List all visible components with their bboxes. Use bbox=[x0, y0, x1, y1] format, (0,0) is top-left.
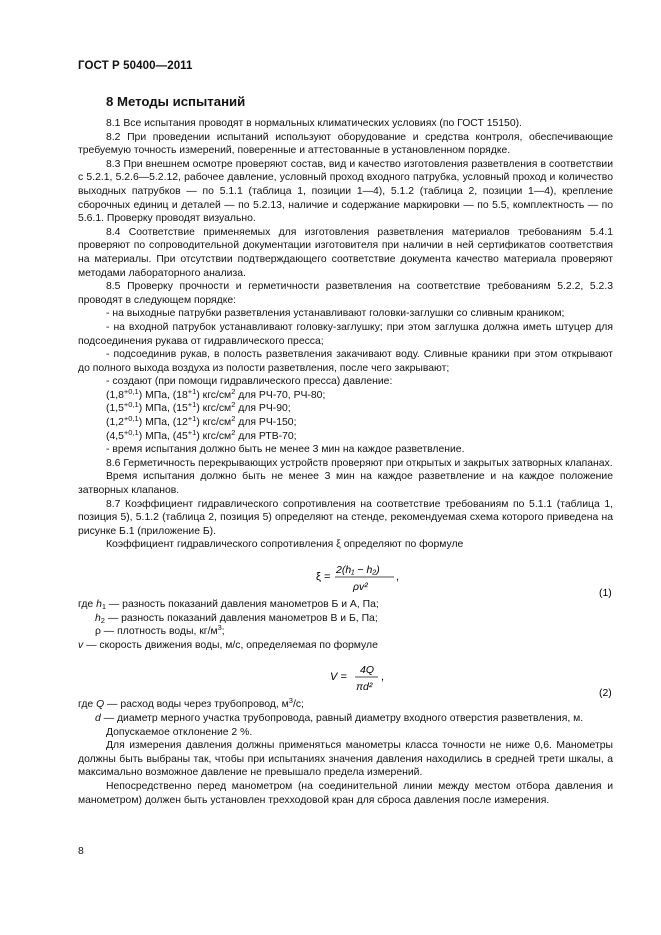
paragraph-8-7-formula-intro: Коэффициент гидравлического сопротивления ξ определяют по формуле bbox=[106, 539, 464, 551]
pressure-line: $(1,2^{+0,1})$ МПа, $(12^{+1})$ кгс/$см^2$ для РЧ-150; bbox=[106, 414, 297, 429]
paragraph-gauges: Для измерения давления должны применяться манометры класса точности не ниже 0,6. Манометры должны быть выбраны так, чтобы при испытаниях значения давления находились в средней трети шкалы, а максимально возможное давление не превышало предела измерений. bbox=[78, 740, 613, 779]
formula-1-trail: , bbox=[396, 571, 400, 583]
where-d: d — диаметр мерного участка трубопровода, равный диаметру входного отверстия разветвления, м. bbox=[95, 712, 584, 724]
paragraph-valve: Непосредственно перед манометром (на соединительной линии между местом отбора давления и манометром) должен быть установлен трехходовой кран для сброса давления после измерения. bbox=[78, 780, 613, 806]
formula-1-denominator: ρv² bbox=[353, 581, 368, 593]
where-rho: ρ — плотность воды, $кг/м^3$; bbox=[95, 623, 225, 638]
list-item: - подсоединив рукав, в полость разветвления закачивают воду. Сливные краники при этом открывают до полного выхода воздуха из полости разветвления, после чего закрывают; bbox=[78, 349, 613, 374]
formula-2-number: (2) bbox=[599, 688, 612, 699]
paragraph-8-6: 8.6 Герметичность перекрывающих устройств проверяют при открытых и закрытых затворных клапанах. bbox=[106, 457, 613, 469]
tolerance-note: Допускаемое отклонение 2 %. bbox=[106, 726, 253, 738]
paragraph-8-7: 8.7 Коэффициент гидравлического сопротивления на соответствие требованиям по 5.1.1 (таблица 1, позиция 5), 5.1.2 (таблица 2, позиция 5) определяют на стенде, рекомендуемая схема которого приведена на рисунке Б.1 (приложение Б). bbox=[78, 498, 613, 537]
paragraph-8-1: 8.1 Все испытания проводят в нормальных климатических условиях (по ГОСТ 15150). bbox=[106, 118, 522, 129]
paragraph-8-5: 8.5 Проверку прочности и герметичности разветвления на соответствие требованиям 5.2.2, 5.2.3 проводят в следующем порядке: bbox=[78, 281, 613, 306]
formula-2-denominator: πd² bbox=[356, 681, 373, 694]
where-h1: где $h_1$ — разность показаний давления манометров Б и А, Па; bbox=[78, 599, 379, 611]
document-header: ГОСТ Р 50400—2011 bbox=[78, 60, 193, 72]
where-h2: $h_2$ — разность показаний давления манометров В и Б, Па; bbox=[95, 612, 378, 625]
formula-1 bbox=[78, 552, 613, 598]
paragraph-8-4: 8.4 Соответствие применяемых для изготовления разветвления материалов требованиям 5.4.1 проверяют по сопроводительной документации изготовителя при наличии в ней сертификатов соответствия на материалы. При отсутствии подтверждающего соответствие документа качество материала проверяют методами лабораторного анализа. bbox=[78, 226, 613, 279]
document-body bbox=[78, 117, 613, 807]
paragraph-8-2: 8.2 При проведении испытаний используют оборудование и средства контроля, обеспечивающие требуемую точность измерений, поверенные и аттестованные в установленном порядке. bbox=[78, 131, 613, 157]
list-item: - на выходные патрубки разветвления устанавливают головки-заглушки со сливным краником; bbox=[106, 308, 565, 320]
list-item: - на входной патрубок устанавливают головку-заглушку; при этом заглушка должна иметь штуцер для подсоединения рукава от гидравлического пресса; bbox=[78, 321, 613, 347]
paragraph-8-6-time: Время испытания должно быть не менее 3 мин на каждое разветвление и на каждое положение затворных клапанов. bbox=[78, 471, 613, 497]
formula-1-number: (1) bbox=[599, 588, 612, 598]
formula-2-numerator: 4Q bbox=[360, 664, 375, 677]
formula-2-trail: , bbox=[381, 671, 385, 684]
pressure-line: $(1,5^{+0,1})$ МПа, $(15^{+1})$ кгс/$см^2$ для РЧ-90; bbox=[106, 400, 291, 415]
paragraph-8-3: 8.3 При внешнем осмотре проверяют состав, вид и качество изготовления разветвления в соответствии с 5.2.1, 5.2.6—5.2.12, рабочее давление, условный проход входного патрубка, условный проход и количество выходных патрубков — по 5.1.1 (таблица 1, позиции 1—4), 5.1.2 (таблица 2, позиции 1—4), крепление сборочных единиц и деталей — по 5.2.13, наличие и содержание маркировки — по 5.5, комплектность — по 5.6.1. Проверку проводят визуально. bbox=[78, 158, 613, 225]
formula-1-lhs: ξ = bbox=[316, 571, 331, 583]
formula-1-numerator: 2(h₁ − h₂) bbox=[336, 564, 380, 576]
pressure-line: $(4,5^{+0,1})$ МПа, $(45^{+1})$ кгс/$см^2$ для РТВ-70; bbox=[106, 427, 297, 442]
section-title: 8 Методы испытаний bbox=[106, 94, 246, 109]
list-item: - время испытания должно быть не менее 3 мин на каждое разветвление. bbox=[106, 444, 465, 456]
pressure-line: $(1,8^{+0,1})$ МПа, $(18^{+1})$ кгс/$см^2$ для РЧ-70, РЧ-80; bbox=[106, 386, 326, 401]
page-number: 8 bbox=[78, 846, 84, 857]
formula-2 bbox=[78, 652, 613, 698]
list-item: - создают (при помощи гидравлического пресса) давление: bbox=[106, 376, 393, 388]
where-q: где Q — расход воды через трубопровод, $м^3/с$; bbox=[78, 696, 304, 711]
formula-2-lhs: V = bbox=[330, 671, 347, 684]
where-v: v — скорость движения воды, м/с, определяемая по формуле bbox=[78, 639, 378, 651]
